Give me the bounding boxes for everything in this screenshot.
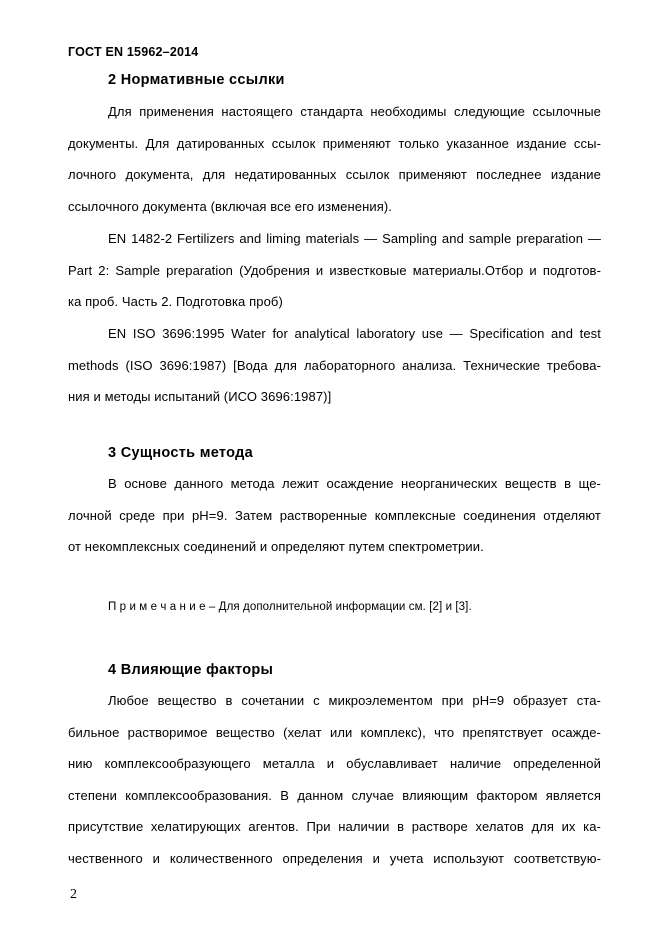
- section-4-heading: 4 Влияющие факторы: [108, 662, 274, 678]
- text-line: от некомплексных соединений и определяют путем спектрометрии.: [68, 539, 484, 555]
- text-line: EN 1482-2 Fertilizers and liming materials — Sampling and sample preparation —: [108, 231, 601, 246]
- document-code: ГОСТ EN 15962–2014: [68, 45, 199, 59]
- text-line: нию комплексообразующего металла и обуславливает наличие определенной: [68, 756, 601, 772]
- paragraph-normative-references-intro: [68, 96, 601, 222]
- text-line: ния и методы испытаний (ИСО 3696:1987)]: [68, 389, 332, 405]
- text-line: лочного документа, для недатированных ссылок применяют последнее издание: [68, 167, 601, 183]
- paragraph-reference-en-1482-2: [68, 223, 601, 318]
- section-3-heading: 3 Сущность метода: [108, 445, 253, 461]
- page-number: 2: [70, 887, 77, 902]
- text-line: EN ISO 3696:1995 Water for analytical laboratory use — Specification and test: [108, 326, 601, 341]
- text-line: присутствие хелатирующих агентов. При наличии в растворе хелатов для их ка-: [68, 819, 601, 835]
- text-line: Любое вещество в сочетании с микроэлементом при pH=9 образует ста-: [108, 693, 601, 708]
- text-line: Part 2: Sample preparation (Удобрения и известковые материалы.Отбор и подготов-: [68, 262, 601, 278]
- note-line: П р и м е ч а н и е – Для дополнительной информации см. [2] и [3].: [108, 601, 472, 613]
- section-2-heading: 2 Нормативные ссылки: [108, 72, 285, 88]
- text-line: документы. Для датированных ссылок применяют только указанное издание ссы-: [68, 135, 601, 151]
- text-line: methods (ISO 3696:1987) [Вода для лабораторного анализа. Технические требова-: [68, 357, 601, 373]
- text-line: бильное растворимое вещество (хелат или комплекс), что препятствует осажде-: [68, 724, 601, 740]
- paragraph-influencing-factors: [68, 685, 601, 875]
- text-line: ссылочного документа (включая все его изменения).: [68, 198, 393, 214]
- text-line: лочной среде при pH=9. Затем растворенные комплексные соединения отделяют: [68, 507, 601, 523]
- paragraph-reference-en-iso-3696: [68, 318, 601, 413]
- paragraph-method-essence: [68, 468, 601, 563]
- text-line: ка проб. Часть 2. Подготовка проб): [68, 294, 283, 310]
- text-line: В основе данного метода лежит осаждение неорганических веществ в ще-: [108, 476, 601, 491]
- text-line: чественного и количественного определения и учета используют соответствую-: [68, 850, 601, 866]
- text-line: степени комплексообразования. В данном случае влияющим фактором является: [68, 787, 601, 803]
- text-line: Для применения настоящего стандарта необходимы следующие ссылочные: [108, 104, 601, 119]
